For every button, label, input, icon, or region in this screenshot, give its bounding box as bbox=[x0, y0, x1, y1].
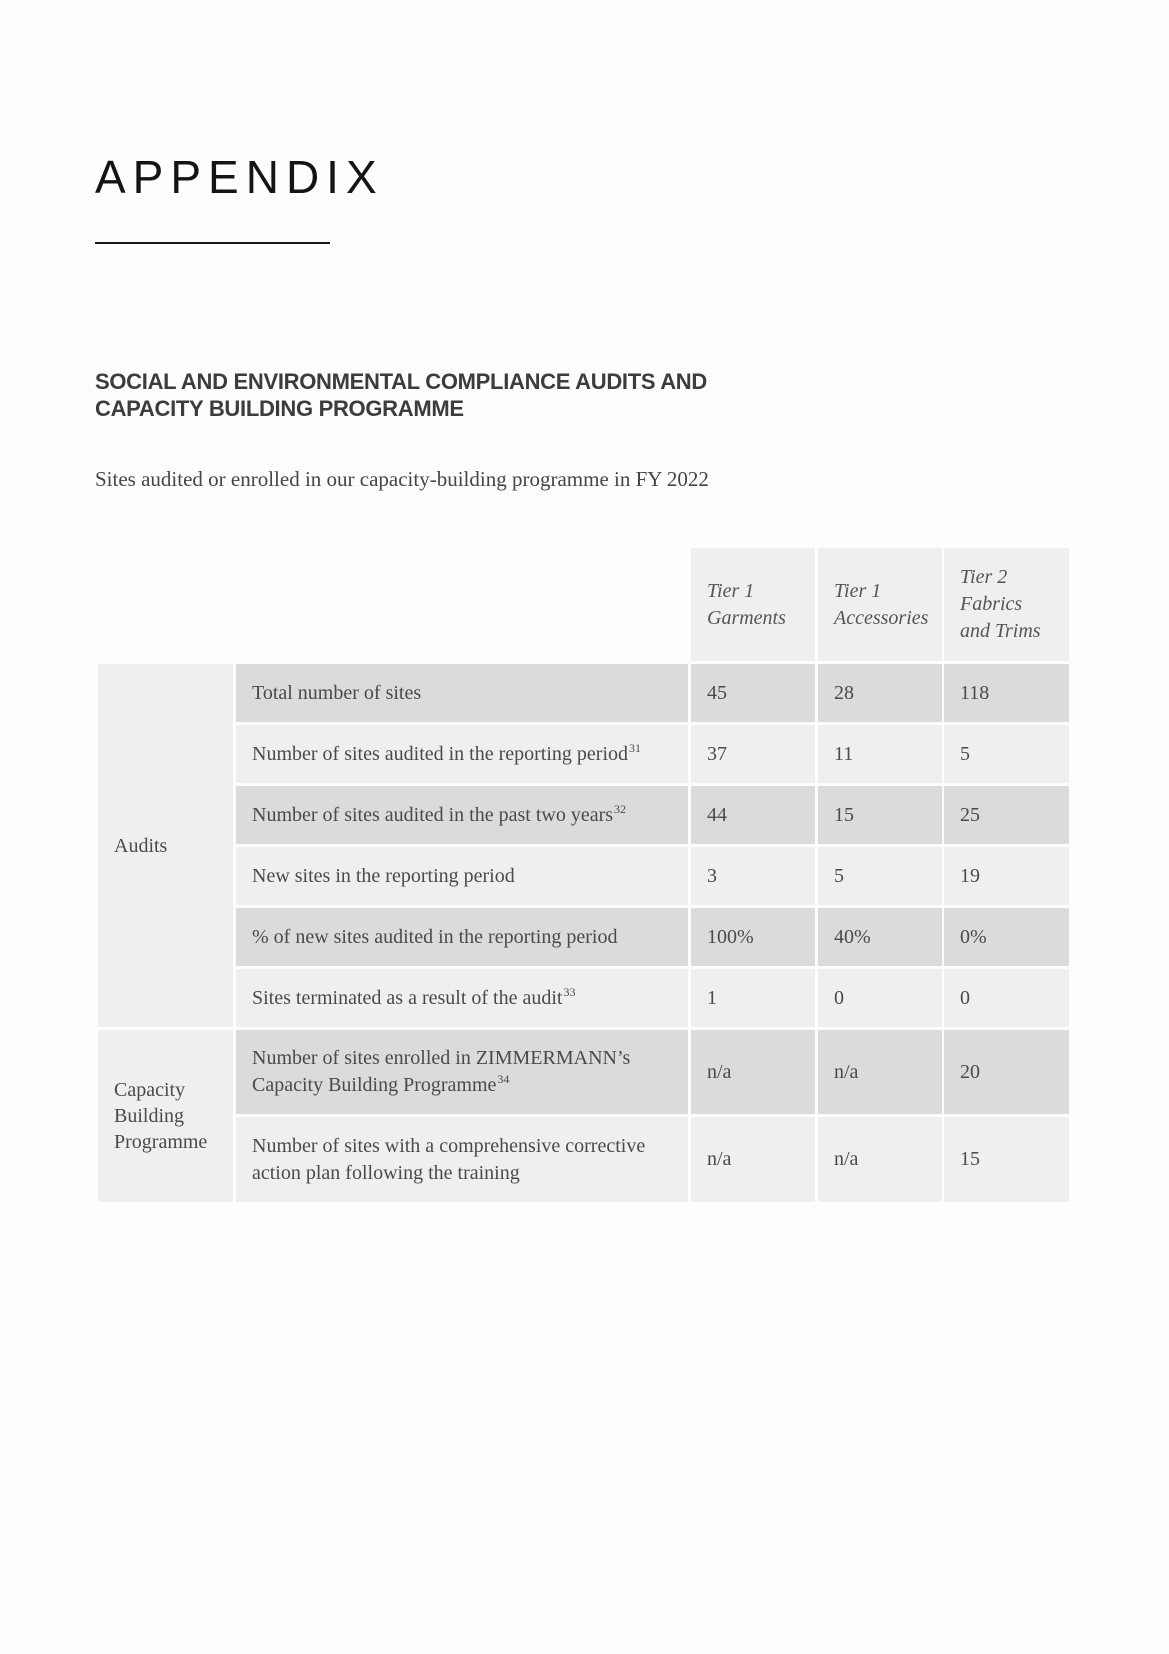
column-header-label: Tier 1 Accessories bbox=[834, 579, 929, 629]
table-cell-value bbox=[944, 969, 1069, 1027]
cell-value-text: 3 bbox=[707, 864, 717, 887]
cell-value-text: 1 bbox=[707, 986, 717, 1009]
table-cell-value bbox=[691, 786, 815, 844]
cell-value-text: 44 bbox=[707, 803, 727, 826]
table-cell-value bbox=[691, 969, 815, 1027]
cell-value-text: n/a bbox=[707, 1148, 732, 1170]
footnote-marker: 33 bbox=[563, 984, 576, 999]
footnote-marker: 32 bbox=[614, 801, 627, 816]
table-cell-value bbox=[691, 664, 815, 722]
row-label-wrap bbox=[252, 741, 641, 768]
row-label-text: Number of sites audited in the reporting period bbox=[252, 742, 629, 765]
cell-value-text: 45 bbox=[707, 681, 727, 704]
cell-value-text: 40% bbox=[834, 925, 871, 948]
row-label-wrap bbox=[252, 1133, 672, 1187]
column-header-label: Tier 1 Garments bbox=[707, 579, 786, 629]
column-header bbox=[691, 548, 815, 661]
cell-value-text: 5 bbox=[960, 742, 970, 765]
cell-value-text: 15 bbox=[960, 1148, 980, 1170]
cell-value-text: n/a bbox=[834, 1148, 859, 1170]
footnote-marker: 34 bbox=[497, 1072, 510, 1087]
table-cell-value bbox=[944, 1030, 1069, 1114]
table-row-label bbox=[236, 847, 688, 905]
cell-value-text: 11 bbox=[834, 742, 854, 765]
section-heading: SOCIAL AND ENVIRONMENTAL COMPLIANCE AUDITS AND CAPACITY BUILDING PROGRAMME bbox=[95, 369, 707, 421]
cell-value-text: 0 bbox=[960, 986, 970, 1009]
page-title: APPENDIX bbox=[95, 151, 384, 203]
table-cell-value bbox=[818, 725, 942, 783]
table-cell-value bbox=[691, 908, 815, 966]
table-cell-value bbox=[944, 786, 1069, 844]
table-cell-value bbox=[944, 1117, 1069, 1202]
cell-value-text: n/a bbox=[834, 1060, 859, 1083]
cell-value-text: 118 bbox=[960, 681, 990, 704]
cell-value-text: 100% bbox=[707, 925, 754, 948]
table-cell-value bbox=[818, 847, 942, 905]
row-label-text: New sites in the reporting period bbox=[252, 864, 515, 887]
table-cell-value bbox=[818, 908, 942, 966]
row-label-text: Number of sites audited in the past two years bbox=[252, 803, 614, 826]
column-header-label: Tier 2 Fabrics and Trims bbox=[960, 566, 1041, 642]
row-group-label bbox=[98, 664, 233, 1027]
cell-value-text: 5 bbox=[834, 864, 844, 887]
table-cell-value bbox=[818, 664, 942, 722]
table-row-label bbox=[236, 908, 688, 966]
cell-value-text: 25 bbox=[960, 803, 980, 826]
table-row-label bbox=[236, 664, 688, 722]
table-cell-value bbox=[944, 847, 1069, 905]
column-header bbox=[944, 548, 1069, 661]
table-cell-value bbox=[944, 664, 1069, 722]
row-label-wrap bbox=[252, 1045, 672, 1099]
table-cell-value bbox=[818, 1030, 942, 1114]
table-row-label bbox=[236, 1030, 688, 1114]
table-cell-value bbox=[691, 1117, 815, 1202]
row-label-text: Number of sites enrolled in ZIMMERMANN’s Capacity Building Programme bbox=[252, 1047, 631, 1096]
cell-value-text: 15 bbox=[834, 803, 854, 826]
table-row-label bbox=[236, 725, 688, 783]
cell-value-text: 20 bbox=[960, 1060, 980, 1083]
cell-value-text: 0% bbox=[960, 925, 987, 948]
row-group-label-text: Capacity Building Programme bbox=[114, 1079, 208, 1153]
cell-value-text: 19 bbox=[960, 864, 980, 887]
table-row-label bbox=[236, 786, 688, 844]
table-cell-value bbox=[818, 1117, 942, 1202]
row-label-text: % of new sites audited in the reporting period bbox=[252, 925, 618, 948]
row-label-wrap bbox=[252, 680, 421, 707]
table-cell-value bbox=[944, 725, 1069, 783]
table-row-label bbox=[236, 969, 688, 1027]
table-cell-value bbox=[818, 786, 942, 844]
cell-value-text: 37 bbox=[707, 742, 727, 765]
table-cell-value bbox=[691, 847, 815, 905]
title-divider bbox=[95, 242, 330, 244]
row-label-wrap bbox=[252, 802, 626, 829]
table-cell-value bbox=[944, 908, 1069, 966]
column-header bbox=[818, 548, 942, 661]
table-cell-value bbox=[818, 969, 942, 1027]
footnote-marker: 31 bbox=[629, 740, 642, 755]
table-cell-value bbox=[691, 725, 815, 783]
row-label-wrap bbox=[252, 985, 575, 1012]
table-row-label bbox=[236, 1117, 688, 1202]
cell-value-text: 28 bbox=[834, 681, 854, 704]
row-label-wrap bbox=[252, 924, 617, 951]
cell-value-text: 0 bbox=[834, 986, 844, 1009]
row-label-wrap bbox=[252, 863, 515, 890]
row-label-text: Total number of sites bbox=[252, 681, 422, 704]
table-caption: Sites audited or enrolled in our capacity-building programme in FY 2022 bbox=[95, 467, 709, 491]
table-cell-value bbox=[691, 1030, 815, 1114]
cell-value-text: n/a bbox=[707, 1060, 732, 1083]
row-label-text: Number of sites with a comprehensive corrective action plan following the training bbox=[252, 1134, 646, 1184]
row-group-label-text: Audits bbox=[114, 834, 168, 857]
row-label-text: Sites terminated as a result of the audit bbox=[252, 986, 563, 1009]
row-group-label bbox=[98, 1030, 233, 1202]
